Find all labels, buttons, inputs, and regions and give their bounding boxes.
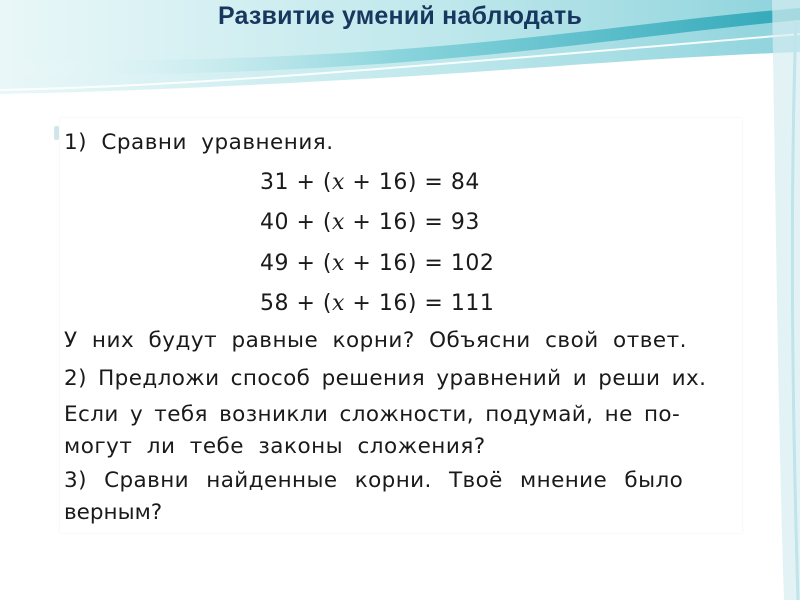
equation-4 (260, 291, 494, 316)
equation-1-left: 31 + ( (260, 170, 332, 195)
bullet-marker (54, 126, 59, 140)
equation-1-right: + 16) = 84 (344, 170, 480, 195)
equation-2-left: 40 + ( (260, 210, 332, 235)
equation-3-left: 49 + ( (260, 251, 332, 276)
item-3-line-2: верным? (64, 500, 163, 525)
equation-2 (260, 210, 480, 235)
equation-1-variable: x (332, 170, 345, 195)
item-3-line-1: 3) Сравни найденные корни. Твоё мнение было (64, 468, 684, 493)
item-2-line-2: Если у тебя возникли сложности, подумай, не по- (64, 402, 681, 427)
equation-4-right: + 16) = 111 (344, 291, 495, 316)
equation-3-right: + 16) = 102 (344, 251, 495, 276)
equation-3-variable: x (332, 251, 345, 276)
equation-3 (260, 251, 494, 276)
task-heading: 1) Сравни уравнения. (64, 130, 334, 155)
question-line: У них будут равные корни? Объясни свой ответ. (64, 328, 687, 353)
equation-2-variable: x (332, 210, 345, 235)
equation-1 (260, 170, 480, 195)
slide-title: Развитие умений наблюдать (217, 2, 583, 30)
textbook-excerpt (60, 118, 742, 533)
item-2-line-3: могут ли тебе законы сложения? (64, 434, 486, 459)
equation-4-variable: x (332, 291, 345, 316)
equation-4-left: 58 + ( (260, 291, 332, 316)
equation-2-right: + 16) = 93 (344, 210, 480, 235)
item-2-line-1: 2) Предложи способ решения уравнений и реши их. (64, 366, 707, 391)
